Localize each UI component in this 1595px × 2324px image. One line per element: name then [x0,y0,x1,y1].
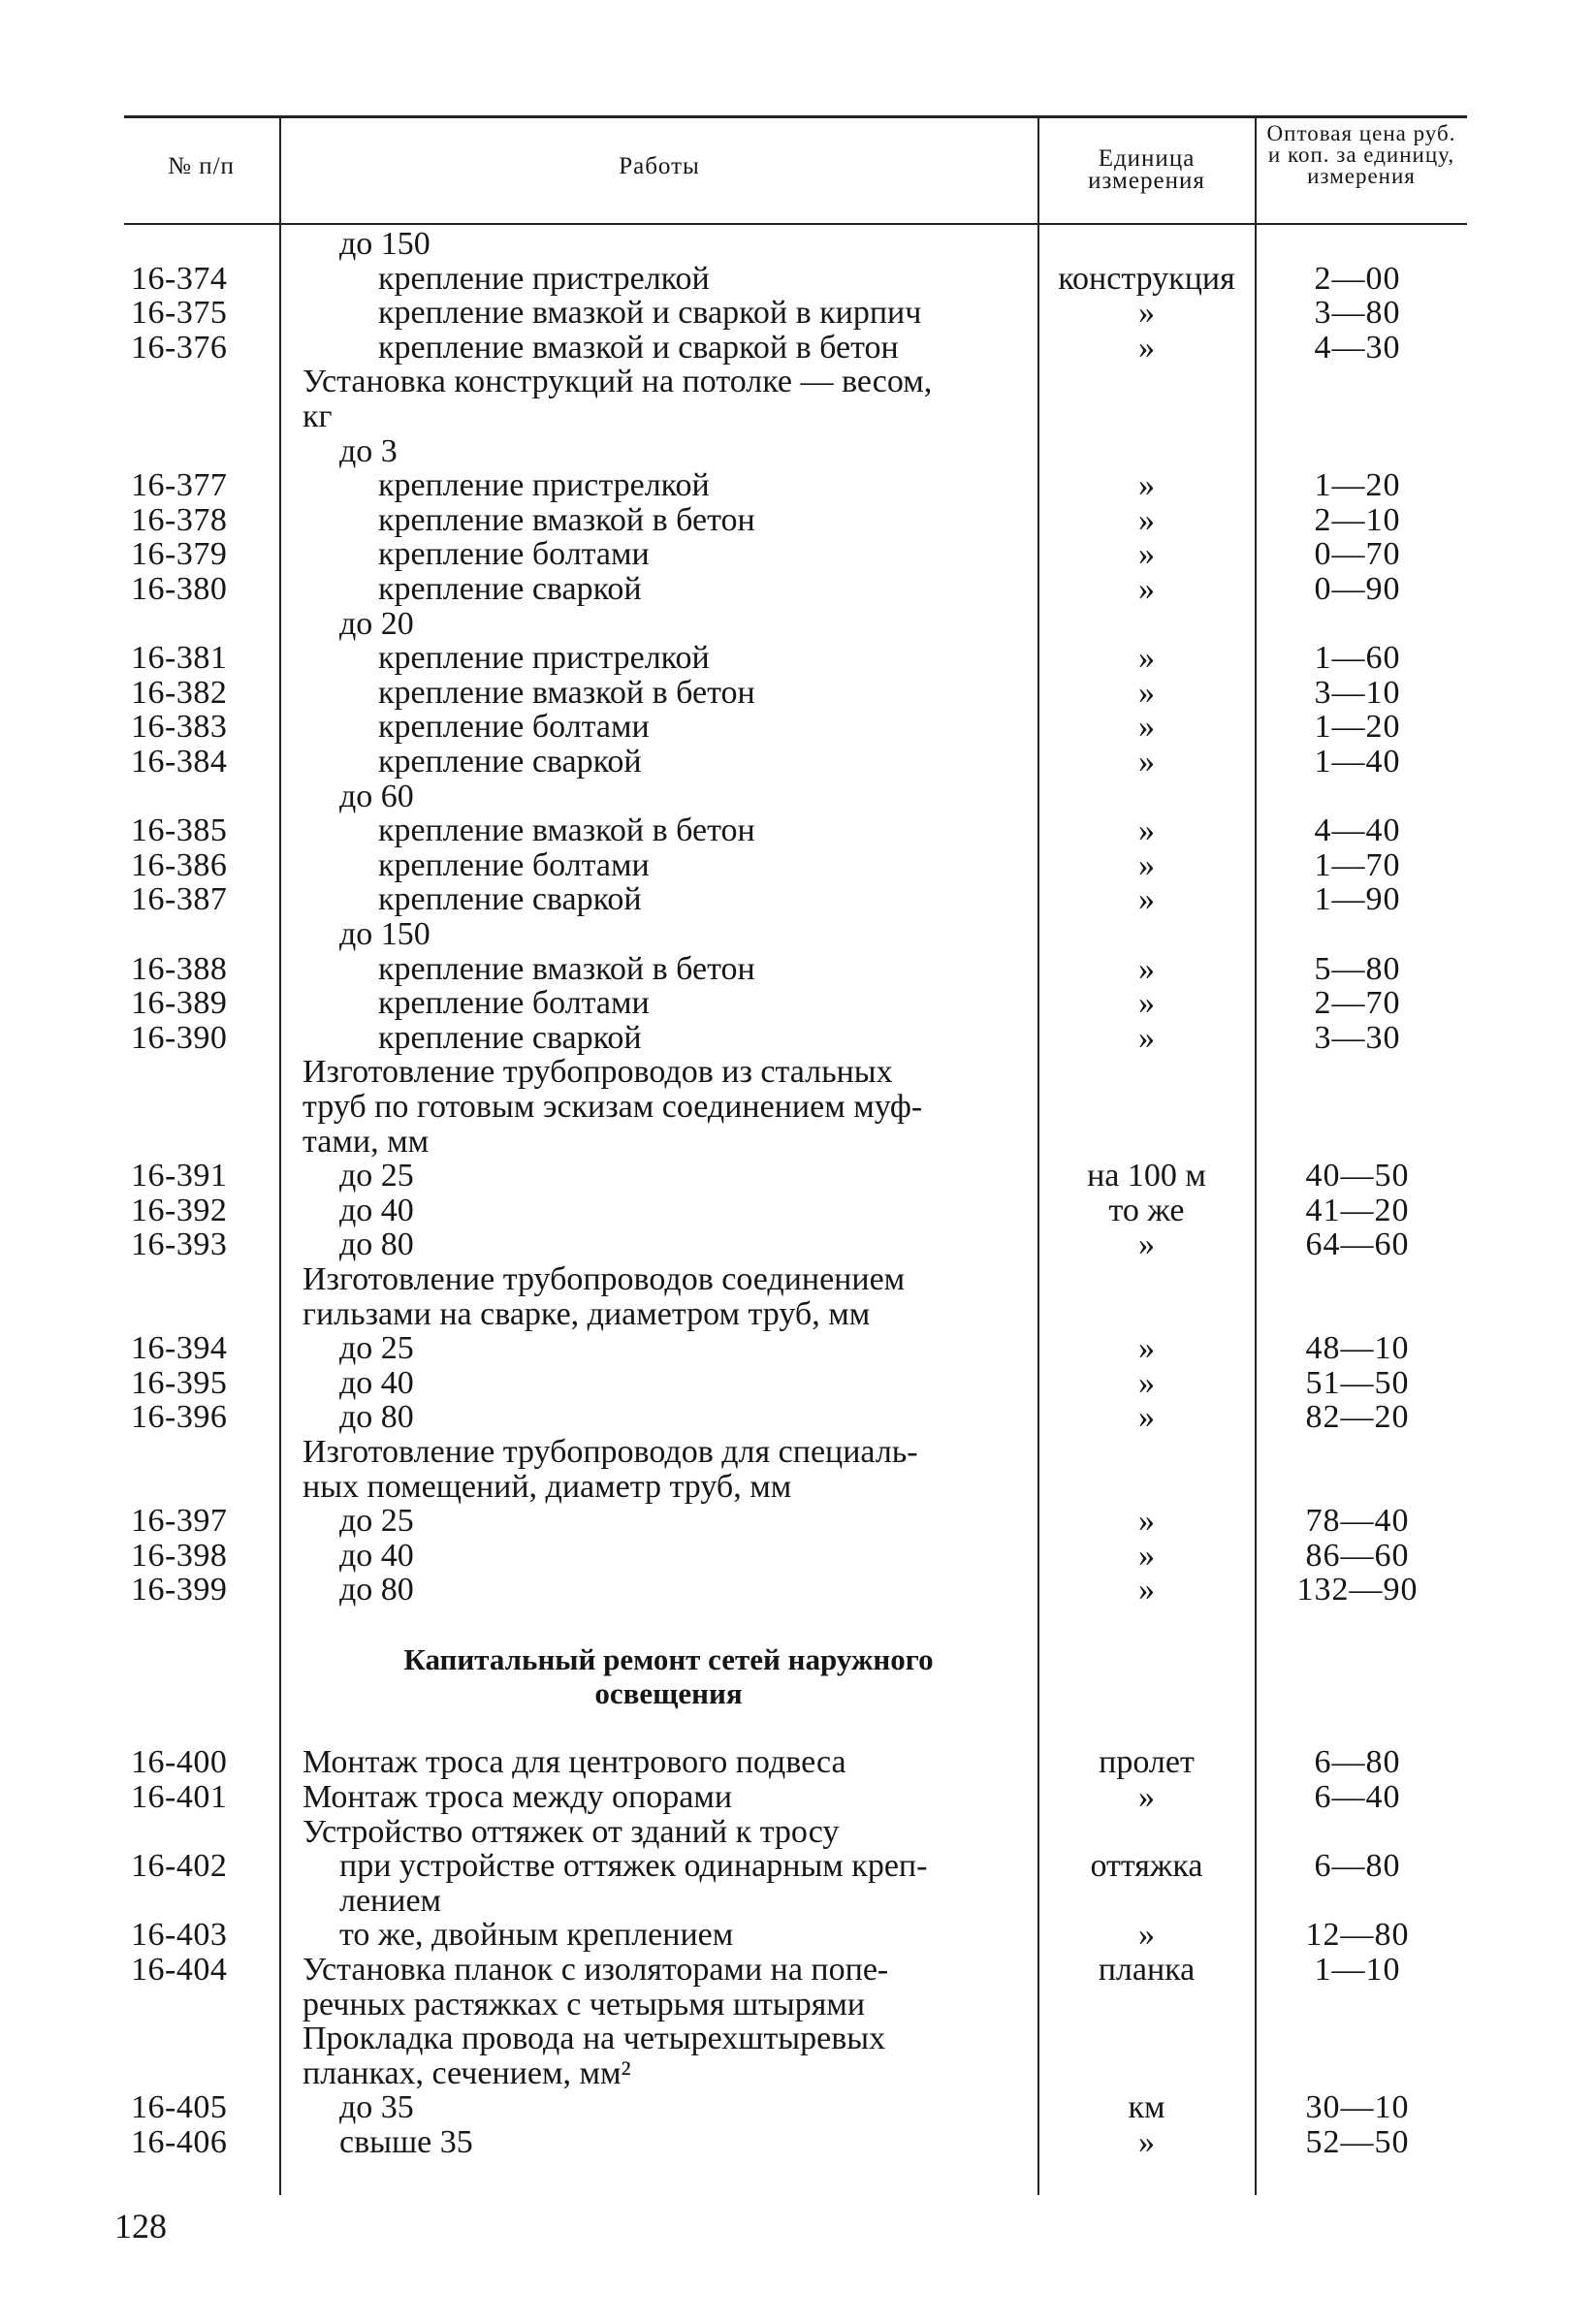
work-description: Прокладка провода на четырехштыревых [303,2021,886,2056]
unit-of-measure: » [1138,2124,1155,2160]
work-description: крепление вмазкой в бетон [378,502,755,538]
table-row [0,572,1595,607]
unit-price: 30—10 [1305,2089,1410,2125]
table-row [0,1918,1595,1953]
row-number: 16-385 [131,812,228,848]
unit-of-measure: » [1138,744,1155,780]
table-row [0,1331,1595,1366]
work-description: ных помещений, диаметр труб, мм [303,1469,792,1505]
unit-of-measure: » [1138,951,1155,987]
unit-price: 82—20 [1305,1399,1410,1435]
row-number: 16-384 [131,744,228,780]
table-row [0,399,1595,434]
row-number: 16-386 [131,847,228,883]
unit-price: 1—60 [1314,640,1401,676]
table-row [0,1159,1595,1194]
row-number: 16-400 [131,1744,228,1780]
table-row [0,1711,1595,1746]
unit-price: 2—70 [1314,985,1401,1021]
table-row [0,1608,1595,1642]
table-row [0,2090,1595,2125]
unit-price: 41—20 [1305,1193,1410,1228]
unit-of-measure: » [1138,640,1155,676]
table-row [0,1400,1595,1435]
unit-price: 0—90 [1314,571,1401,607]
table-row [0,1435,1595,1470]
unit-price: 4—40 [1314,812,1401,848]
table-row [0,1780,1595,1815]
row-number: 16-402 [131,1848,228,1884]
unit-price: 40—50 [1305,1158,1410,1194]
table-row [0,1504,1595,1539]
row-number: 16-390 [131,1020,228,1056]
work-description: до 80 [339,1226,414,1262]
work-description: Установка конструкций на потолке — весом, [303,364,933,399]
table-row [0,1262,1595,1297]
unit-of-measure: » [1138,1226,1155,1262]
work-description: при устройстве оттяжек одинарным креп- [339,1848,928,1884]
table-row [0,1194,1595,1228]
work-description: крепление сваркой [378,571,642,607]
row-number: 16-378 [131,502,228,538]
table-row [0,1953,1595,1988]
row-number: 16-404 [131,1952,228,1988]
unit-of-measure: » [1138,1538,1155,1574]
unit-price: 2—00 [1314,261,1401,297]
work-description: до 40 [339,1538,414,1574]
row-number: 16-387 [131,881,228,917]
unit-of-measure: » [1138,881,1155,917]
header-number: № п/п [168,153,235,179]
header-work: Работы [619,153,700,179]
work-description: крепление сваркой [378,881,642,917]
table-row [0,917,1595,952]
row-number: 16-392 [131,1193,228,1228]
unit-price: 1—70 [1314,847,1401,883]
work-description: до 40 [339,1365,414,1401]
work-description: крепление пристрелкой [378,261,710,297]
unit-price: 6—40 [1314,1779,1401,1815]
unit-price: 0—70 [1314,536,1401,572]
row-number: 16-388 [131,951,228,987]
row-number: 16-379 [131,536,228,572]
unit-price: 3—10 [1314,675,1401,711]
table-row [0,813,1595,848]
unit-price: 86—60 [1305,1538,1410,1574]
table-row [0,986,1595,1021]
work-description: крепление болтами [378,709,650,745]
unit-of-measure: » [1138,1779,1155,1815]
unit-of-measure: » [1138,1330,1155,1366]
unit-of-measure: конструкция [1058,261,1235,297]
work-description: крепление вмазкой в бетон [378,951,755,987]
unit-of-measure: пролет [1099,1744,1195,1780]
unit-price: 12—80 [1305,1917,1410,1953]
unit-of-measure: » [1138,812,1155,848]
unit-price: 2—10 [1314,502,1401,538]
unit-of-measure: » [1138,675,1155,711]
table-row [0,745,1595,780]
row-number: 16-394 [131,1330,228,1366]
work-description: лением [339,1883,442,1919]
work-description: речных растяжках с четырьмя штырями [303,1987,866,2022]
unit-price: 78—40 [1305,1503,1410,1539]
unit-of-measure: на 100 м [1087,1158,1206,1194]
unit-of-measure: то же [1108,1193,1185,1228]
work-description: крепление сваркой [378,1020,642,1056]
row-number: 16-406 [131,2124,228,2160]
table-row [0,1539,1595,1574]
row-number: 16-389 [131,985,228,1021]
table-row [0,1297,1595,1332]
table-row [0,676,1595,711]
work-description: крепление пристрелкой [378,640,710,676]
table-row [0,1125,1595,1160]
row-number: 16-381 [131,640,228,676]
unit-price: 3—80 [1314,295,1401,331]
table-row [0,503,1595,538]
table-row [0,1745,1595,1780]
table-row [0,641,1595,676]
table-row [0,434,1595,469]
table-row [0,1470,1595,1505]
unit-price: 51—50 [1305,1365,1410,1401]
unit-price: 6—80 [1314,1848,1401,1884]
work-description: до 20 [339,606,414,642]
unit-of-measure: » [1138,536,1155,572]
work-description: кг [303,398,333,434]
table-row [0,2022,1595,2056]
unit-of-measure: » [1138,847,1155,883]
row-number: 16-383 [131,709,228,745]
section-title: Капитальный ремонт сетей наружного [403,1642,934,1676]
unit-of-measure: км [1128,2089,1165,2125]
row-number: 16-405 [131,2089,228,2125]
work-description: Изготовление трубопроводов из стальных [303,1054,893,1090]
row-number: 16-403 [131,1917,228,1953]
row-number: 16-380 [131,571,228,607]
unit-of-measure: » [1138,1503,1155,1539]
row-number: 16-382 [131,675,228,711]
work-description: крепление сваркой [378,744,642,780]
unit-of-measure: » [1138,1572,1155,1608]
table-row [0,780,1595,814]
table-row [0,365,1595,399]
work-description: планках, сечением, мм² [303,2055,631,2091]
table-row [0,710,1595,745]
work-description: крепление болтами [378,985,650,1021]
row-number: 16-376 [131,330,228,366]
unit-price: 1—40 [1314,744,1401,780]
table-row [0,607,1595,642]
table-row [0,1366,1595,1401]
section-title-row [0,1676,1595,1711]
table-row [0,1573,1595,1608]
table-row [0,1055,1595,1090]
table-row [0,1090,1595,1125]
unit-price: 5—80 [1314,951,1401,987]
unit-of-measure: планка [1098,1952,1196,1988]
work-description: крепление пристрелкой [378,467,710,503]
unit-price: 52—50 [1305,2124,1410,2160]
section-title-row [0,1642,1595,1677]
unit-of-measure: » [1138,295,1155,331]
work-description: до 150 [339,226,431,262]
work-description: до 60 [339,779,414,814]
table-row [0,468,1595,503]
work-description: Устройство оттяжек от зданий к тросу [303,1814,840,1850]
table-row [0,1815,1595,1850]
header-price: Оптовая цена руб. и коп. за единицу, измерения [1266,121,1456,188]
unit-of-measure: оттяжка [1090,1848,1203,1884]
row-number: 16-397 [131,1503,228,1539]
table-row [0,2056,1595,2091]
row-number: 16-398 [131,1538,228,1574]
row-number: 16-396 [131,1399,228,1435]
unit-of-measure: » [1138,1917,1155,1953]
table-row [0,1849,1595,1884]
table-row [0,262,1595,297]
table-row [0,1988,1595,2022]
unit-price: 3—30 [1314,1020,1401,1056]
row-number: 16-399 [131,1572,228,1608]
unit-of-measure: » [1138,502,1155,538]
work-description: то же, двойным креплением [339,1917,734,1953]
table-row [0,296,1595,331]
work-description: Монтаж троса для центрового подвеса [303,1744,846,1780]
table-row [0,952,1595,987]
work-description: Изготовление трубопроводов для специаль- [303,1434,918,1470]
work-description: до 25 [339,1330,414,1366]
unit-price: 132—90 [1296,1572,1419,1608]
unit-price: 1—90 [1314,881,1401,917]
unit-price: 6—80 [1314,1744,1401,1780]
work-description: труб по готовым эскизам соединением муф- [303,1089,923,1125]
table-row [0,227,1595,262]
section-title: освещения [594,1676,743,1710]
work-description: крепление болтами [378,536,650,572]
unit-price: 64—60 [1305,1226,1410,1262]
work-description: крепление вмазкой и сваркой в бетон [378,330,899,366]
work-description: крепление вмазкой в бетон [378,675,755,711]
table-row [0,1021,1595,1056]
unit-price: 48—10 [1305,1330,1410,1366]
table-header-rule [124,223,1467,225]
unit-of-measure: » [1138,1399,1155,1435]
work-description: до 25 [339,1503,414,1539]
header-unit: Единица измерения [1088,145,1205,194]
row-number: 16-377 [131,467,228,503]
unit-of-measure: » [1138,1365,1155,1401]
row-number: 16-395 [131,1365,228,1401]
work-description: до 150 [339,916,431,952]
work-description: крепление болтами [378,847,650,883]
work-description: тами, мм [303,1124,430,1160]
unit-of-measure: » [1138,985,1155,1021]
row-number: 16-374 [131,261,228,297]
unit-of-measure: » [1138,1020,1155,1056]
unit-of-measure: » [1138,330,1155,366]
table-top-rule [124,115,1467,118]
row-number: 16-375 [131,295,228,331]
work-description: Установка планок с изоляторами на попе- [303,1952,889,1988]
unit-price: 1—20 [1314,467,1401,503]
unit-of-measure: » [1138,571,1155,607]
row-number: 16-393 [131,1226,228,1262]
table-row [0,331,1595,366]
work-description: гильзами на сварке, диаметром труб, мм [303,1296,871,1332]
work-description: крепление вмазкой и сваркой в кирпич [378,295,922,331]
unit-price: 1—20 [1314,709,1401,745]
row-number: 16-391 [131,1158,228,1194]
page-number: 128 [114,2207,167,2245]
unit-price: 4—30 [1314,330,1401,366]
table-row [0,882,1595,917]
table-row [0,2125,1595,2160]
table-row [0,1227,1595,1262]
table-row [0,848,1595,883]
work-description: до 25 [339,1158,414,1194]
table-row [0,537,1595,572]
work-description: Монтаж троса между опорами [303,1779,733,1815]
work-description: до 35 [339,2089,414,2125]
unit-of-measure: » [1138,467,1155,503]
work-description: Изготовление трубопроводов соединением [303,1261,906,1297]
work-description: до 80 [339,1399,414,1435]
table-row [0,1884,1595,1919]
work-description: до 40 [339,1193,414,1228]
work-description: до 3 [339,433,398,469]
work-description: свыше 35 [339,2124,473,2160]
work-description: до 80 [339,1572,414,1608]
work-description: крепление вмазкой в бетон [378,812,755,848]
row-number: 16-401 [131,1779,228,1815]
unit-of-measure: » [1138,709,1155,745]
unit-price: 1—10 [1314,1952,1401,1988]
